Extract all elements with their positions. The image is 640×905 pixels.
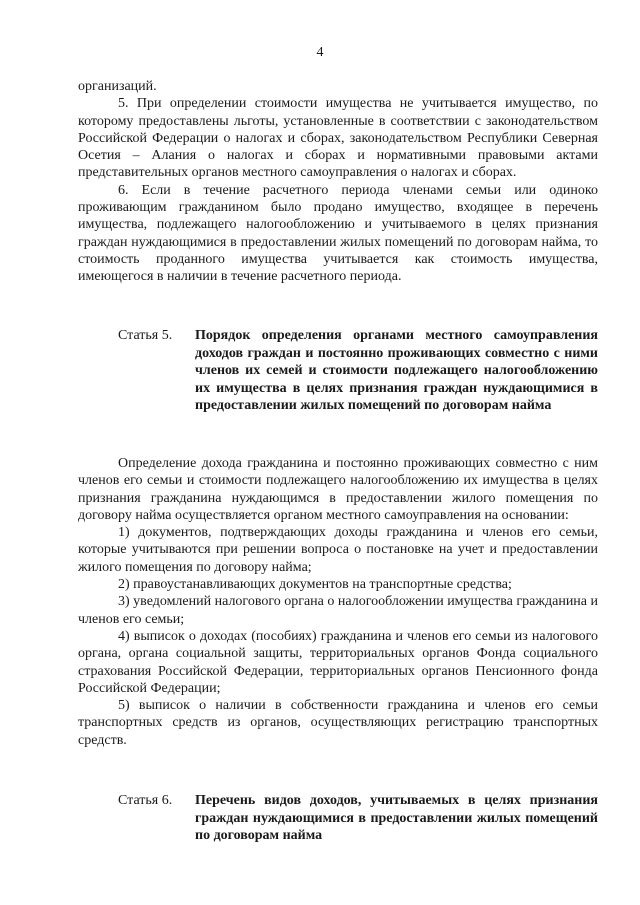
list-item-5: 5) выписок о наличии в собственности гражданина и членов его семьи транспортных средств из органов, осуществляющих регистрацию транспортных средств. (78, 698, 598, 748)
paragraph-item-6: 6. Если в течение расчетного периода членами семьи или одиноко проживающим гражданином было продано имущество, входящее в перечень имущества, подлежащего налогообложению и учитываемого в целях признания граждан нуждающимися в предоставлении жилых помещений по договорам найма, то стоимость проданного имущества учитывается как стоимость имущества, имеющегося в наличии в течение расчетного периода. (78, 182, 598, 285)
article-6-title: Перечень видов доходов, учитываемых в целях признания граждан нуждающимися в предоставлении жилых помещений по договорам найма (195, 793, 598, 844)
article-6-label: Статья 6. (118, 793, 173, 808)
list-item-4: 4) выписок о доходах (пособиях) гражданина и членов его семьи из налогового органа, органа социальной защиты, территориальных органов Фонда социального страхования Российской Федерации, территориальных органов Пенсионного фонда Российской Федерации; (78, 628, 598, 696)
paragraphs-article-5 (78, 455, 598, 749)
page-number: 4 (316, 45, 324, 60)
article-5-label: Статья 5. (118, 328, 173, 343)
list-item-1: 1) документов, подтверждающих доходы гражданина и членов его семьи, которые учитываются при решении вопроса о постановке на учет и предоставлении жилого помещения по договору найма; (78, 525, 598, 575)
article-5-title: Порядок определения органами местного самоуправления доходов граждан и постоянно проживающих совместно с ними членов их семей и стоимости подлежащего налогообложению их имущества в целях признания граждан нуждающимися в предоставлении жилых помещений по договорам найма (195, 328, 598, 414)
article-6-heading (78, 792, 598, 845)
list-item-2: 2) правоустанавливающих документов на транспортные средства; (118, 577, 512, 593)
paragraph-intro: Определение дохода гражданина и постоянно проживающих совместно с ним членов его семьи и стоимости подлежащего налогообложению их имущества в целях признания гражданина нуждающимся в предоставлении жилого помещения по договору найма осуществляется органом местного самоуправления на основании: (78, 456, 598, 523)
paragraph-continuation: организаций. (78, 79, 157, 94)
paragraph-item-5: 5. При определении стоимости имущества не учитывается имущество, по которому предоставлены льготы, установленные в соответствии с законодательством Российской Федерации о налогах и сборах, законодательством Республики Северная Осетия – Алания о налогах и сборах и нормативными правовыми актами представительных органов местного самоуправления о налогах и сборах. (78, 96, 598, 181)
paragraphs-top (78, 78, 598, 286)
list-item-3: 3) уведомлений налогового органа о налогообложении имущества гражданина и членов его семьи; (78, 594, 599, 627)
article-5-heading (78, 327, 598, 415)
